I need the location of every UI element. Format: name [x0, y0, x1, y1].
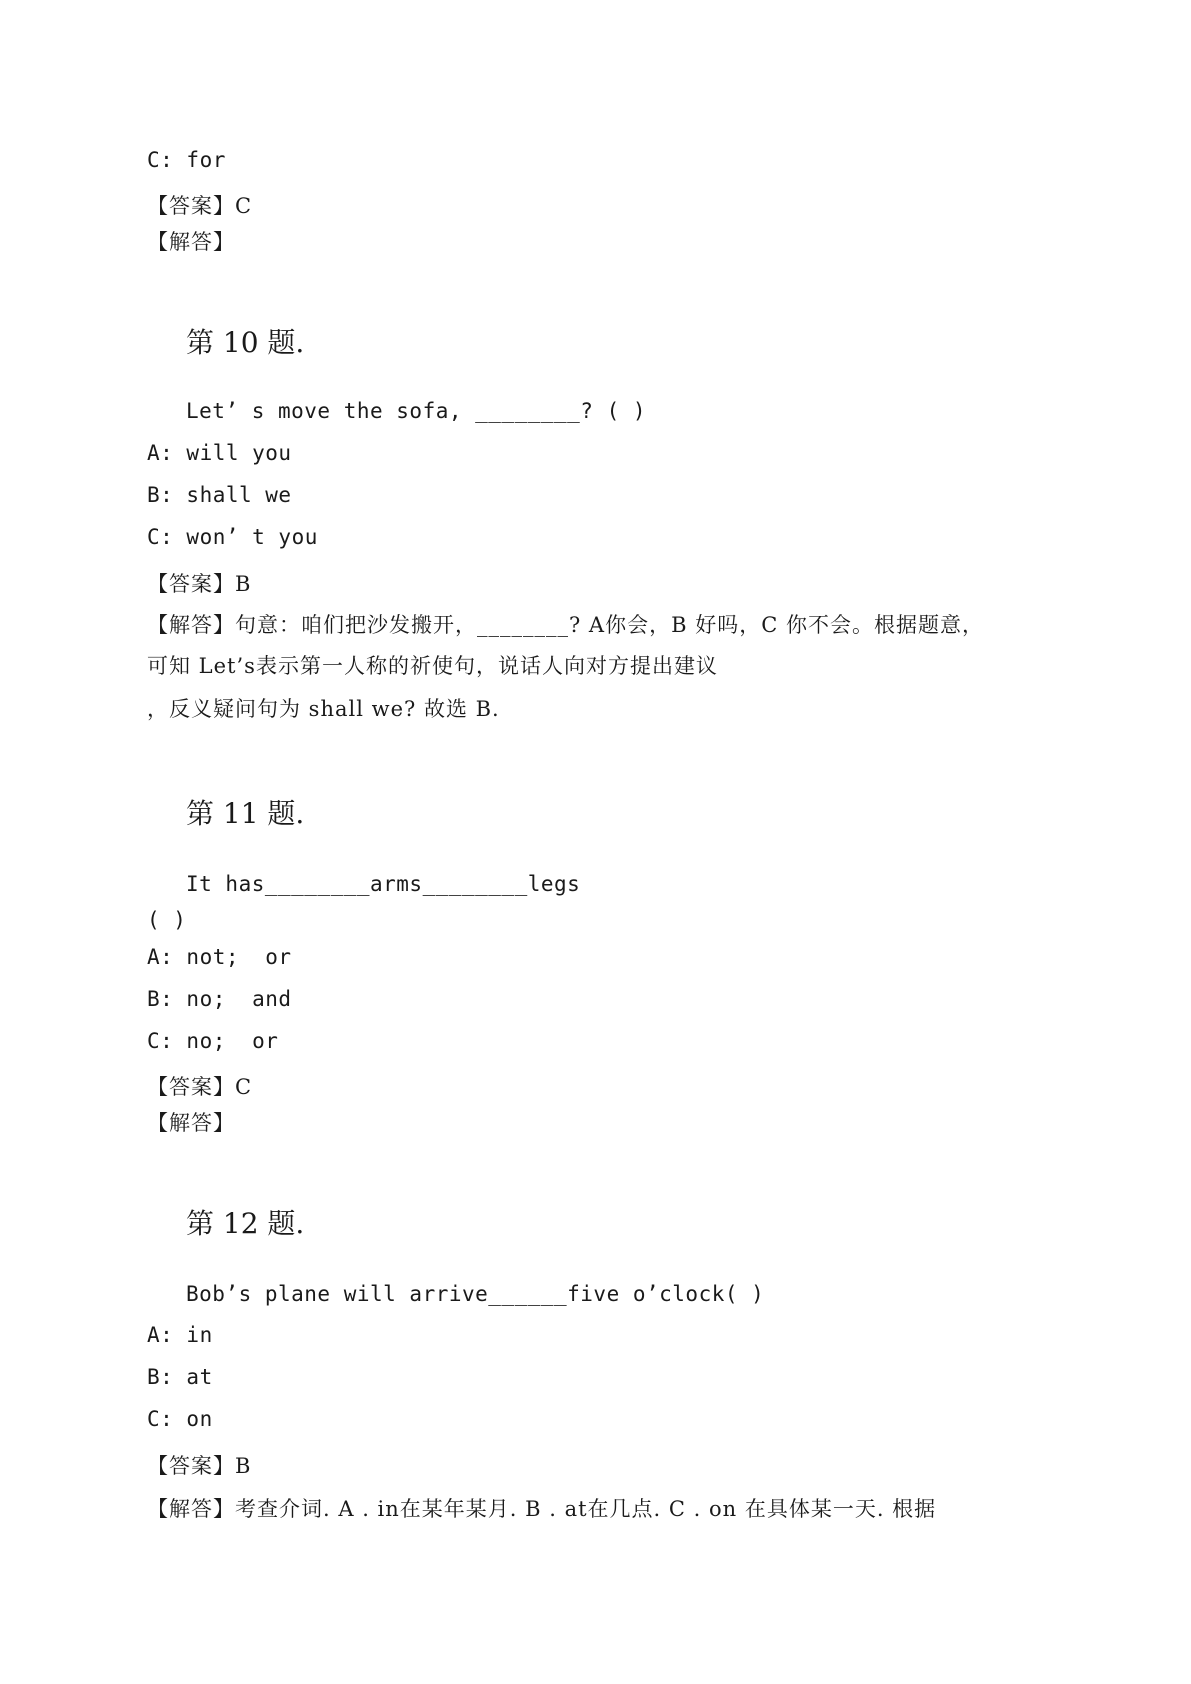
question-10-option-c: C: won’ t you [147, 525, 318, 549]
question-11-heading: 第 11 题. [186, 797, 305, 830]
question-10-answer: 【答案】B [147, 572, 252, 596]
question-12-heading: 第 12 题. [186, 1207, 305, 1240]
question-12-option-b: B: at [147, 1365, 213, 1389]
question-11-option-a: A: not; or [147, 945, 292, 969]
question-10-text: Let’ s move the sofa, ________? ( ) [186, 399, 647, 423]
question-10-explanation-1: 【解答】句意：咱们把沙发搬开，________? A你会，B 好吗，C 你不会。根据题意， [147, 613, 984, 637]
question-10-option-b: B: shall we [147, 483, 292, 507]
question-11-paren: ( ) [147, 908, 187, 932]
question-11-answer: 【答案】C [147, 1075, 253, 1099]
explanation-label: 【解答】 [147, 230, 235, 254]
question-11-text: It has________arms________legs [186, 872, 581, 896]
question-12-option-c: C: on [147, 1407, 213, 1431]
question-11-option-c: C: no; or [147, 1029, 279, 1053]
question-11-option-b: B: no; and [147, 987, 292, 1011]
option-c: C: for [147, 148, 226, 172]
question-10-option-a: A: will you [147, 441, 292, 465]
question-10-explanation-3: ，反义疑问句为 shall we? 故选 B. [147, 697, 500, 721]
question-12-explanation: 【解答】考查介词. A . in在某年某月. B . at在几点. C . on 在具体某一天. 根据 [147, 1497, 937, 1521]
question-10-heading: 第 10 题. [186, 326, 305, 359]
question-12-text: Bob’s plane will arrive______five o’clock( ) [186, 1282, 765, 1306]
question-10-explanation-2: 可知 Let’s表示第一人称的祈使句，说话人向对方提出建议 [147, 654, 718, 678]
question-12-option-a: A: in [147, 1323, 213, 1347]
question-11-explanation: 【解答】 [147, 1111, 235, 1135]
answer-label: 【答案】C [147, 194, 253, 218]
question-12-answer: 【答案】B [147, 1454, 252, 1478]
